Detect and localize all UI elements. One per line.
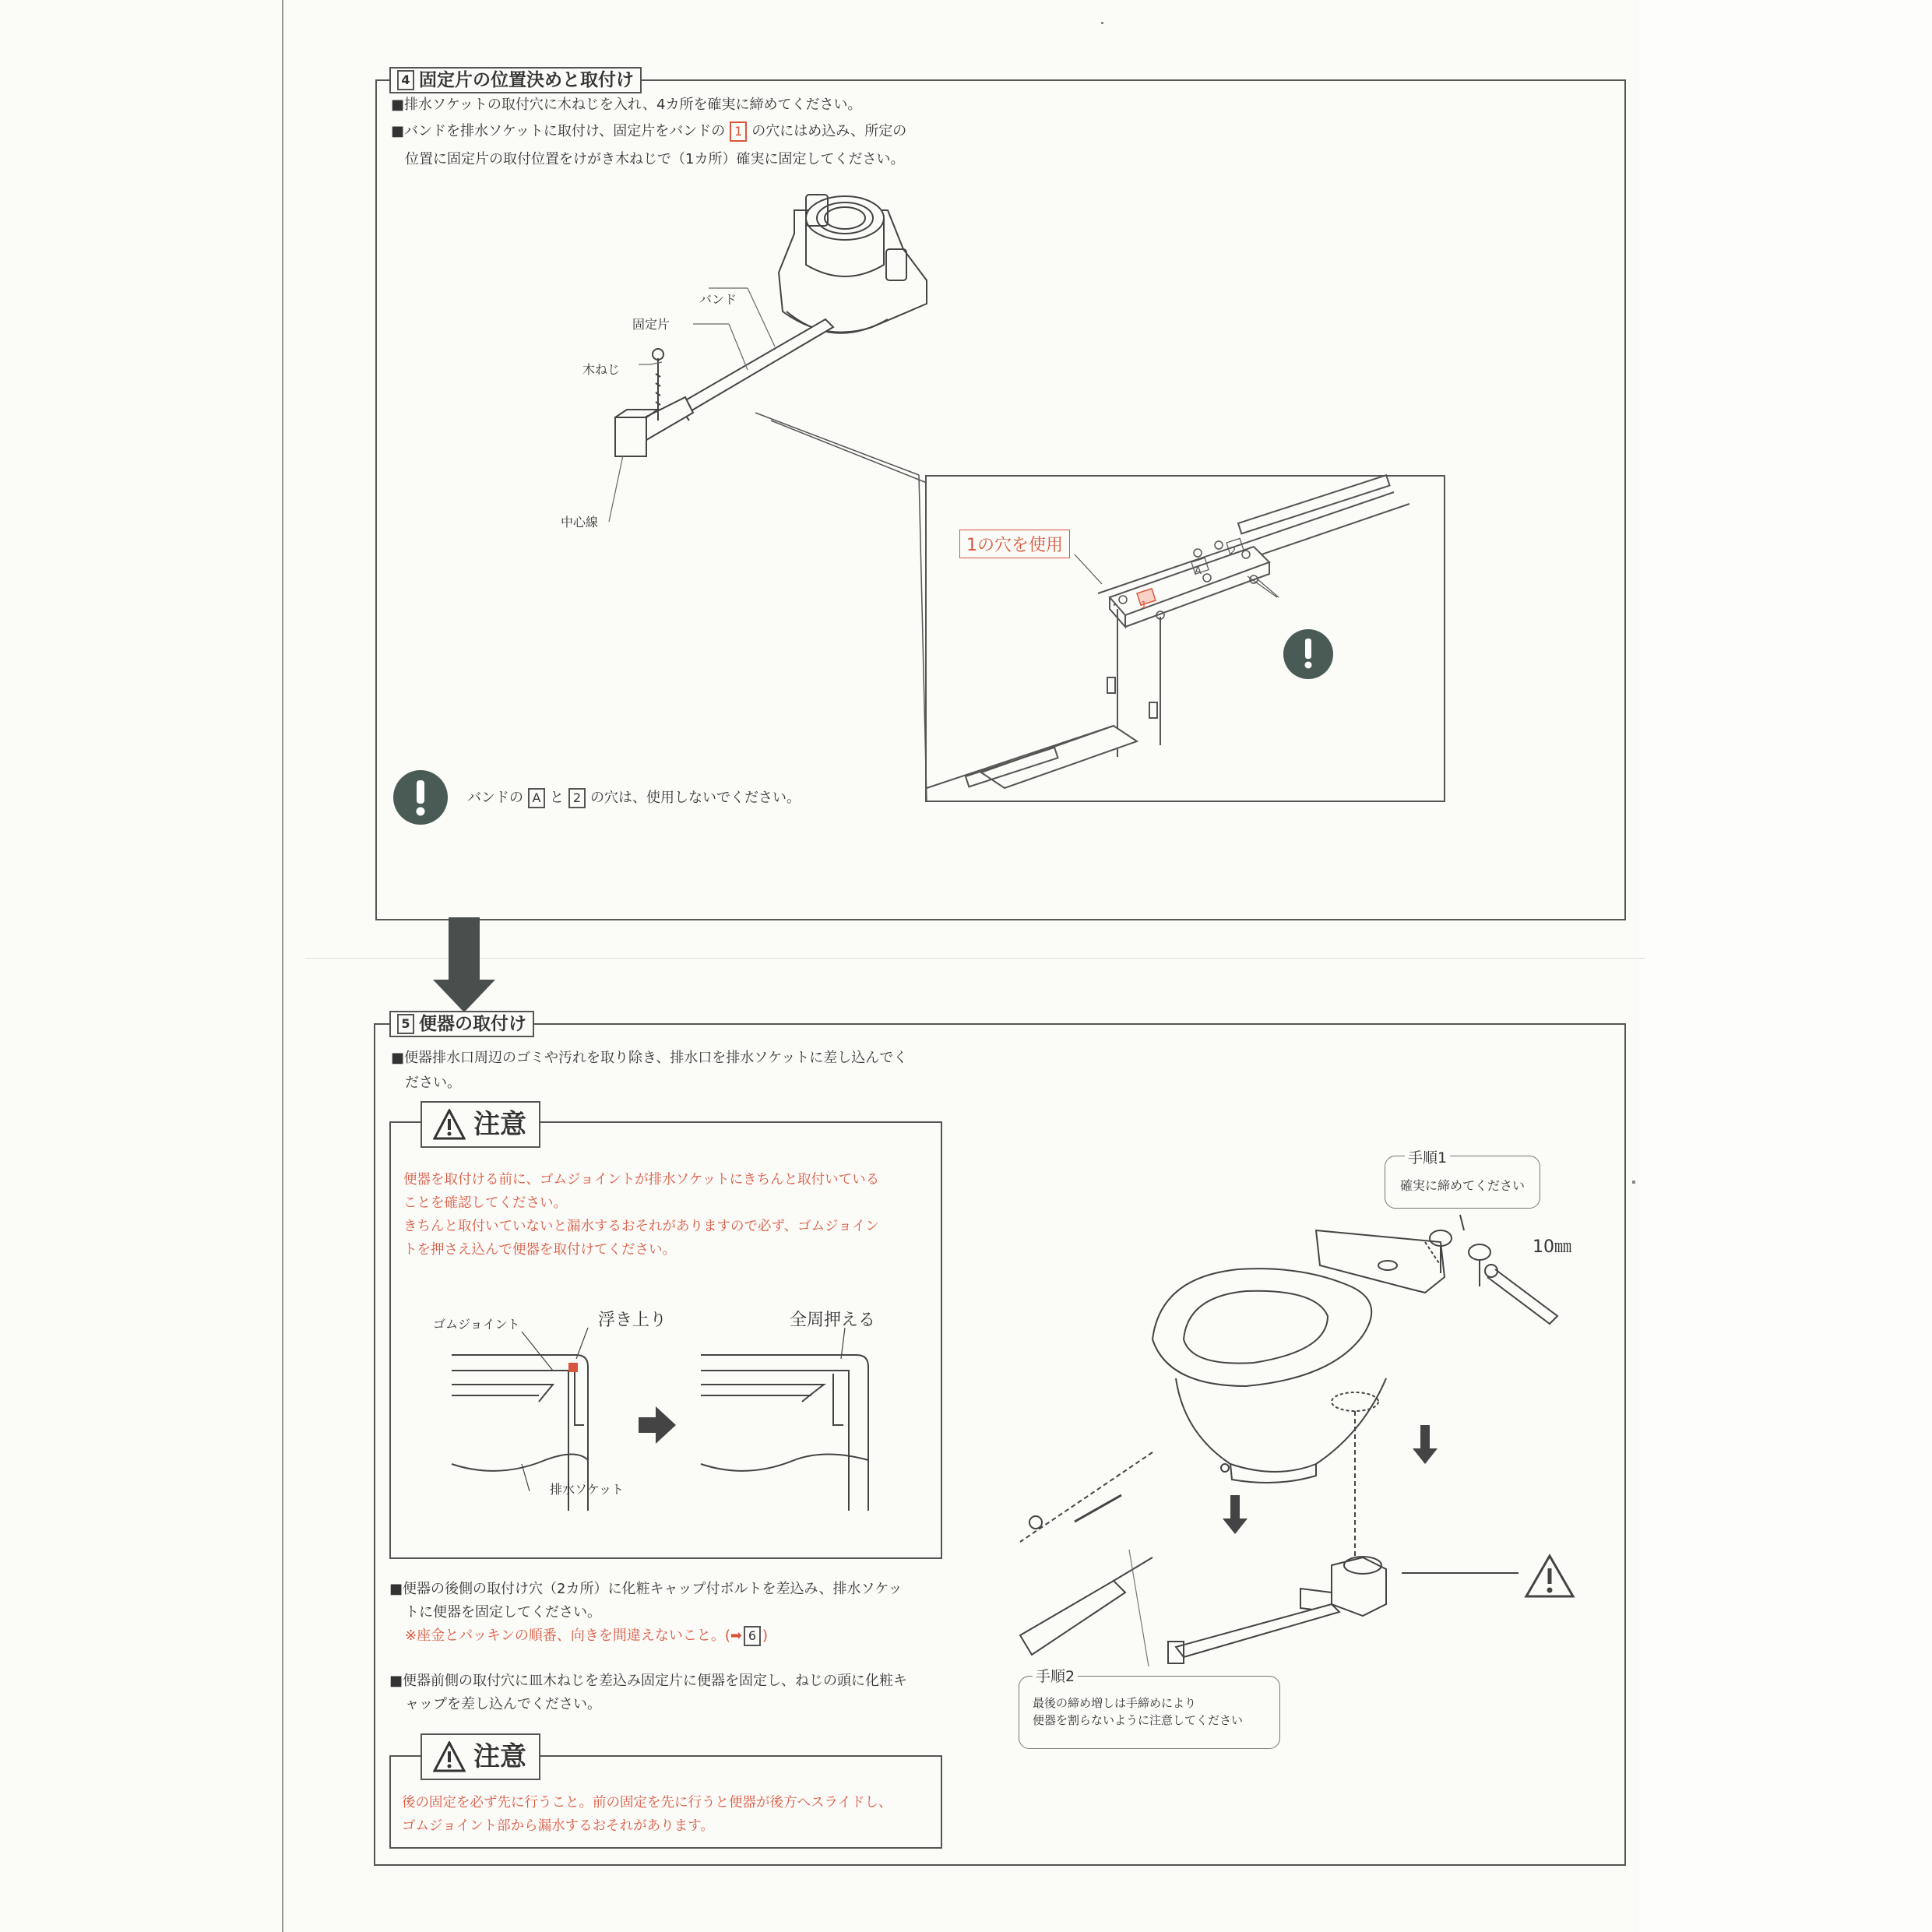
label-use-hole-1: 1の穴を使用: [959, 530, 1070, 558]
caution1-warning-icon: [433, 1109, 466, 1140]
step4-warning-b: と: [550, 790, 564, 806]
scan-speck: [1632, 1181, 1635, 1184]
step4-warning-box-2: 2: [568, 788, 586, 808]
zoom-leader-lines: [740, 397, 927, 802]
step5-number: 5: [397, 1014, 414, 1034]
step4-title-text: 固定片の位置決めと取付け: [419, 70, 634, 90]
label-rubber-joint: ゴムジョイント: [433, 1317, 520, 1332]
step4-warning-c: の穴は、使用しないでください。: [590, 790, 801, 806]
caution1-line4: トを押さえ込んで便器を取付けてください。: [403, 1242, 676, 1258]
step4-warning-a: バンドの: [467, 790, 523, 806]
step4-line2b: の穴にはめ込み、所定の: [751, 123, 907, 139]
bolt-note-text: ※座金とパッキンの順番、向きを間違えないこと。(➡: [405, 1628, 743, 1644]
detail-figure: [927, 477, 1441, 797]
procedure2-title: 手順2: [1033, 1665, 1078, 1686]
caution1-line3: きちんと取付いていないと漏水するおそれがありますので必ず、ゴムジョイン: [403, 1219, 879, 1234]
toilet-installation-figure: [1020, 1199, 1581, 1682]
bolt-line1: ■便器の後側の取付け穴（2カ所）に化粧キャップ付ボルトを差込み、排水ソケッ: [389, 1581, 903, 1597]
bolt-note-end: ): [762, 1628, 769, 1644]
label-band: バンド: [699, 292, 737, 307]
bolt-note: [405, 1623, 768, 1649]
step4-number: 4: [397, 70, 414, 90]
caution1-line1: 便器を取付ける前に、ゴムジョイントが排水ソケットにきちんと取付いている: [403, 1172, 880, 1188]
detail-hole-1: 1: [1141, 600, 1147, 611]
caution1-title: [421, 1101, 540, 1148]
caution2-warning-icon: [433, 1741, 466, 1772]
caution2-line2: ゴムジョイント部から漏水するおそれがあります。: [402, 1818, 714, 1834]
rubber-joint-diagram: [452, 1324, 888, 1519]
step4-warning-box-A: A: [528, 788, 545, 808]
label-lifted: 浮き上り: [598, 1311, 667, 1330]
caution2-title-text: 注意: [473, 1741, 526, 1772]
caution2-title: [421, 1733, 540, 1780]
step4-line1: ■排水ソケットの取付穴に木ねじを入れ、4カ所を確実に締めてください。: [391, 97, 862, 113]
detail-hole-A: A: [1195, 565, 1202, 577]
screw-line1: ■便器前側の取付穴に皿木ねじを差込み固定片に便器を固定し、ねじの頭に化粧キ: [389, 1673, 908, 1689]
procedure1-title: 手順1: [1405, 1146, 1450, 1167]
scan-speck: [1101, 22, 1103, 24]
label-wood-screw: 木ねじ: [582, 362, 621, 377]
wrench-size-label: 10㎜: [1533, 1237, 1571, 1257]
step4-line2: [391, 118, 906, 145]
step5-title-text: 便器の取付け: [419, 1014, 526, 1034]
step4-line3: 位置に固定片の取付位置をけがき木ねじで（1カ所）確実に固定してください。: [405, 151, 905, 167]
step4-warning-text: [467, 785, 801, 811]
fold-line: [305, 958, 1645, 959]
step5-line1: ■便器排水口周辺のゴミや汚れを取り除き、排水口を排水ソケットに差し込んでく: [391, 1050, 908, 1066]
step4-line2a: ■バンドを排水ソケットに取付け、固定片をバンドの: [391, 123, 726, 139]
label-press-all-around: 全周押える: [790, 1311, 876, 1330]
next-step-arrow: [433, 917, 495, 1012]
step4-title: [389, 67, 642, 93]
step4-line2-box: 1: [730, 121, 747, 142]
paper-left-edge: [282, 0, 283, 1932]
procedure2-line2: 便器を割らないように注意してください: [1033, 1713, 1244, 1727]
procedure2-line1: 最後の締め増しは手締めにより: [1033, 1696, 1197, 1710]
caution1-title-text: 注意: [473, 1109, 526, 1140]
label-fixing-piece: 固定片: [632, 317, 670, 332]
procedure1-text: 確実に締めてください: [1400, 1178, 1526, 1193]
step5-line2: ださい。: [405, 1075, 461, 1091]
label-drain-socket: 排水ソケット: [550, 1482, 625, 1497]
bolt-note-box: 6: [744, 1626, 761, 1646]
caution2-line1: 後の固定を必ず先に行うこと。前の固定を先に行うと便器が後方へスライドし、: [402, 1795, 892, 1811]
caution1-line2: ことを確認してください。: [403, 1195, 567, 1211]
label-center-line: 中心線: [561, 515, 599, 530]
screw-line2: ャップを差し込んでください。: [405, 1696, 601, 1712]
step5-title: [389, 1011, 534, 1037]
step4-warning-icon: [392, 769, 449, 825]
bolt-line2: トに便器を固定してください。: [405, 1604, 601, 1621]
detail-hole-2: 2: [1230, 546, 1237, 558]
paper-right-margin: [1639, 0, 1932, 1932]
